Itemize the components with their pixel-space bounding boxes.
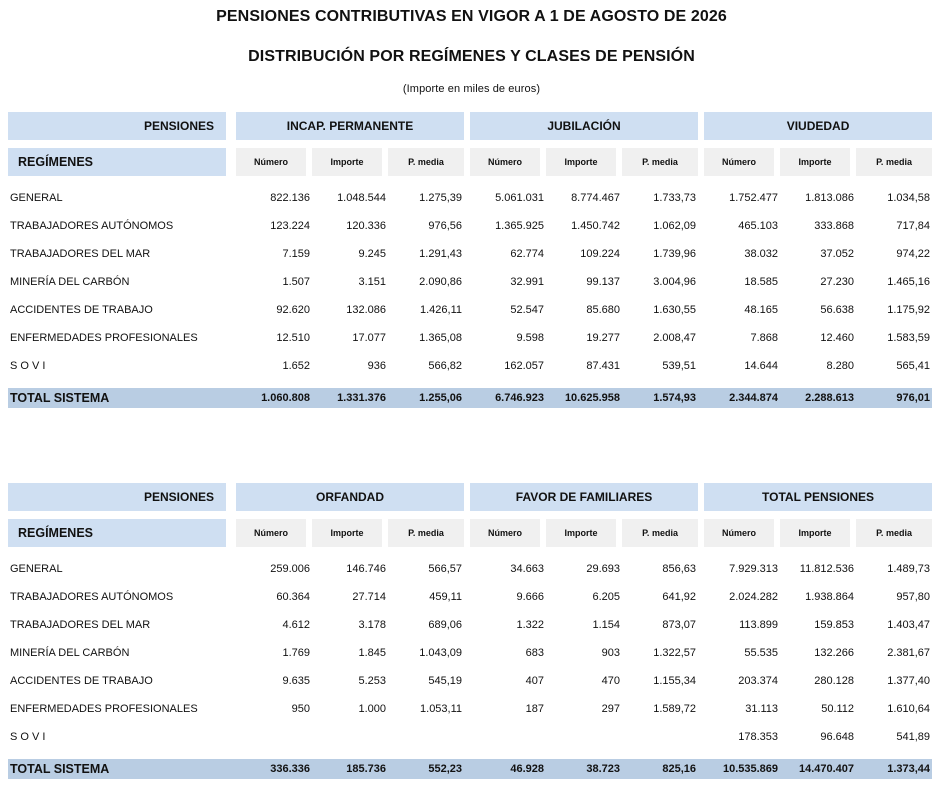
data-cell: 545,19	[428, 675, 463, 687]
table-row	[8, 667, 932, 695]
data-cell: 4.612	[282, 619, 310, 631]
table-row	[8, 296, 932, 324]
table-row	[8, 324, 932, 352]
data-cell: 12.510	[276, 332, 310, 344]
total-cell: 1.331.376	[312, 388, 388, 408]
column-header: P. media	[622, 519, 698, 547]
data-cell: 109.224	[580, 248, 620, 260]
regime-label: TRABAJADORES DEL MAR	[10, 248, 151, 260]
data-cell: 6.205	[592, 591, 621, 603]
data-cell: 903	[601, 647, 621, 659]
regime-label: TRABAJADORES DEL MAR	[10, 619, 151, 631]
column-header: Número	[704, 148, 780, 176]
data-cell: 99.137	[586, 276, 620, 288]
data-cell: 52.547	[510, 304, 544, 316]
regime-label: ACCIDENTES DE TRABAJO	[10, 675, 153, 687]
total-cell: 46.928	[470, 759, 546, 779]
data-cell: 856,63	[662, 563, 697, 575]
column-header: Importe	[780, 519, 856, 547]
sub-header-row	[8, 519, 932, 547]
data-cell: 113.899	[739, 619, 779, 631]
column-header: Número	[236, 519, 312, 547]
data-cell: 34.663	[510, 563, 545, 575]
column-header: Número	[236, 148, 312, 176]
group-header: JUBILACIÓN	[470, 112, 698, 140]
total-cell: 2.344.874	[704, 388, 780, 408]
data-cell: 2.381,67	[887, 647, 931, 659]
data-cell: 566,57	[428, 563, 463, 575]
data-cell: 539,51	[662, 360, 697, 372]
data-cell	[622, 723, 698, 751]
data-cell: 27.714	[352, 591, 386, 603]
table-row	[8, 268, 932, 296]
total-cell: 10.625.958	[546, 388, 622, 408]
column-header: Importe	[312, 148, 388, 176]
column-header: Importe	[780, 148, 856, 176]
regime-label: ENFERMEDADES PROFESIONALES	[10, 332, 198, 344]
total-label: TOTAL SISTEMA	[8, 388, 226, 408]
table-row	[8, 695, 932, 723]
table-row	[8, 352, 932, 380]
data-cell: 1.291,43	[419, 248, 462, 260]
data-cell: 1.062,09	[653, 220, 697, 232]
data-cell: 96.648	[820, 731, 855, 743]
data-cell: 2.008,47	[653, 332, 697, 344]
data-cell: 9.245	[358, 248, 386, 260]
data-cell: 541,89	[896, 731, 931, 743]
data-cell	[312, 723, 388, 751]
table-row	[8, 639, 932, 667]
regimenes-header: REGÍMENES	[8, 148, 226, 176]
table-row	[8, 611, 932, 639]
data-cell: 50.112	[821, 703, 855, 715]
data-cell: 1.652	[282, 360, 310, 372]
data-cell: 333.868	[814, 220, 855, 232]
data-cell: 5.253	[358, 675, 386, 687]
data-cell: 1.489,73	[887, 563, 931, 575]
data-cell: 5.061.031	[495, 192, 544, 204]
data-cell: 85.680	[586, 304, 620, 316]
column-header: Importe	[546, 519, 622, 547]
data-cell: 7.159	[282, 248, 310, 260]
data-cell: 48.165	[744, 304, 779, 316]
page-subtitle: DISTRIBUCIÓN POR REGÍMENES Y CLASES DE PENSIÓN	[248, 48, 695, 65]
data-cell: 8.280	[826, 360, 855, 372]
pension-table	[8, 483, 932, 779]
data-cell: 55.535	[744, 647, 779, 659]
data-cell: 459,11	[429, 591, 463, 603]
data-cell: 465.103	[738, 220, 779, 232]
regime-label: TRABAJADORES AUTÓNOMOS	[10, 220, 174, 232]
data-cell: 1.507	[282, 276, 310, 288]
table-row	[8, 723, 932, 751]
data-cell: 1.053,11	[420, 703, 463, 715]
table-row	[8, 184, 932, 212]
column-header: P. media	[856, 148, 932, 176]
data-cell: 1.813.086	[805, 192, 855, 204]
data-cell: 1.630,55	[653, 304, 697, 316]
regime-label: MINERÍA DEL CARBÓN	[10, 276, 130, 288]
data-cell: 936	[367, 360, 386, 372]
column-header: P. media	[388, 519, 464, 547]
data-cell: 9.598	[516, 332, 544, 344]
data-cell: 470	[601, 675, 621, 687]
data-cell: 1.322,57	[653, 647, 697, 659]
data-cell: 1.322	[516, 619, 545, 631]
data-cell: 1.610,64	[887, 703, 931, 715]
column-header: Número	[470, 148, 546, 176]
total-row	[8, 388, 932, 408]
data-cell: 280.128	[814, 675, 855, 687]
data-cell: 957,80	[896, 591, 931, 603]
regime-label: MINERÍA DEL CARBÓN	[10, 647, 130, 659]
data-cell: 976,56	[428, 220, 462, 232]
group-header-row	[8, 112, 932, 140]
column-header: Importe	[546, 148, 622, 176]
table-row	[8, 212, 932, 240]
data-cell: 1.938.864	[805, 591, 855, 603]
data-cell: 717,84	[896, 220, 931, 232]
total-cell: 976,01	[856, 388, 932, 408]
data-cell: 29.693	[586, 563, 621, 575]
regime-label: S O V I	[10, 360, 46, 372]
data-cell: 1.154	[592, 619, 621, 631]
data-cell: 9.635	[282, 675, 310, 687]
data-cell: 159.853	[814, 619, 855, 631]
data-cell: 641,92	[662, 591, 697, 603]
regime-label: GENERAL	[10, 192, 63, 204]
data-cell: 1.769	[282, 647, 310, 659]
data-cell: 132.266	[814, 647, 855, 659]
total-cell: 336.336	[236, 759, 312, 779]
regime-label: TRABAJADORES AUTÓNOMOS	[10, 591, 174, 603]
total-cell: 185.736	[312, 759, 388, 779]
column-header: P. media	[388, 148, 464, 176]
data-cell: 9.666	[516, 591, 545, 603]
data-cell: 38.032	[744, 248, 779, 260]
data-cell: 14.644	[744, 360, 779, 372]
data-cell: 7.929.313	[729, 563, 779, 575]
data-cell: 407	[525, 675, 545, 687]
data-cell: 92.620	[276, 304, 310, 316]
data-cell: 17.077	[352, 332, 386, 344]
data-cell: 297	[601, 703, 621, 715]
data-cell: 1.589,72	[653, 703, 697, 715]
data-cell: 1.733,73	[653, 192, 697, 204]
total-cell: 1.574,93	[622, 388, 698, 408]
data-cell: 822.136	[270, 192, 310, 204]
data-cell: 32.991	[510, 276, 544, 288]
group-header-row	[8, 483, 932, 511]
data-cell: 689,06	[428, 619, 463, 631]
pensiones-header: PENSIONES	[8, 112, 226, 140]
data-cell: 1.739,96	[653, 248, 697, 260]
data-cell: 60.364	[276, 591, 310, 603]
column-header: Número	[704, 519, 780, 547]
data-cell: 31.113	[745, 703, 779, 715]
data-cell: 132.086	[346, 304, 386, 316]
total-cell: 552,23	[388, 759, 464, 779]
data-cell: 11.812.536	[799, 563, 855, 575]
pensiones-header: PENSIONES	[8, 483, 226, 511]
regime-label: ENFERMEDADES PROFESIONALES	[10, 703, 198, 715]
data-cell	[546, 723, 622, 751]
data-cell: 178.353	[738, 731, 779, 743]
data-cell: 123.224	[270, 220, 310, 232]
data-cell: 565,41	[896, 360, 931, 372]
total-cell: 14.470.407	[780, 759, 856, 779]
data-cell: 1.377,40	[887, 675, 931, 687]
data-cell: 1.365,08	[419, 332, 462, 344]
total-cell: 10.535.869	[704, 759, 780, 779]
pension-table-2	[8, 483, 931, 779]
data-cell: 1.450.742	[571, 220, 620, 232]
table-row	[8, 240, 932, 268]
regimenes-header: REGÍMENES	[8, 519, 226, 547]
data-cell: 1.043,09	[419, 647, 463, 659]
group-header: INCAP. PERMANENTE	[236, 112, 464, 140]
data-cell: 7.868	[750, 332, 779, 344]
data-cell: 3.178	[358, 619, 386, 631]
column-header: Importe	[312, 519, 388, 547]
data-cell: 56.638	[820, 304, 855, 316]
table-row	[8, 583, 932, 611]
data-cell: 162.057	[504, 360, 544, 372]
data-cell	[388, 723, 464, 751]
data-cell: 19.277	[586, 332, 620, 344]
column-header: P. media	[622, 148, 698, 176]
total-label: TOTAL SISTEMA	[8, 759, 226, 779]
pension-table-1	[8, 112, 931, 408]
data-cell: 1.365.925	[495, 220, 544, 232]
data-cell: 1.034,58	[887, 192, 931, 204]
page-title: PENSIONES CONTRIBUTIVAS EN VIGOR A 1 DE AGOSTO DE 2026	[216, 8, 727, 25]
data-cell: 1.048.544	[337, 192, 386, 204]
total-cell: 825,16	[622, 759, 698, 779]
units-note: (Importe en miles de euros)	[402, 83, 541, 95]
data-cell: 1.403,47	[887, 619, 931, 631]
data-cell: 146.746	[346, 563, 386, 575]
data-cell: 873,07	[662, 619, 697, 631]
data-cell: 1.583,59	[887, 332, 931, 344]
data-cell: 12.460	[820, 332, 855, 344]
pension-table	[8, 112, 932, 408]
data-cell: 1.155,34	[653, 675, 697, 687]
total-cell: 2.288.613	[780, 388, 856, 408]
regime-label: GENERAL	[10, 563, 63, 575]
data-cell: 950	[291, 703, 310, 715]
data-cell: 27.230	[820, 276, 855, 288]
total-row	[8, 759, 932, 779]
data-cell: 1.275,39	[419, 192, 462, 204]
column-header: Número	[470, 519, 546, 547]
data-cell	[470, 723, 546, 751]
sub-header-row	[8, 148, 932, 176]
regime-label: ACCIDENTES DE TRABAJO	[10, 304, 153, 316]
data-cell: 120.336	[346, 220, 386, 232]
data-cell: 1.752.477	[729, 192, 779, 204]
total-cell: 38.723	[546, 759, 622, 779]
data-cell: 1.426,11	[419, 304, 462, 316]
data-cell: 37.052	[820, 248, 855, 260]
group-header: ORFANDAD	[236, 483, 464, 511]
data-cell: 203.374	[738, 675, 779, 687]
data-cell: 3.151	[358, 276, 386, 288]
total-cell: 1.060.808	[236, 388, 312, 408]
data-cell: 187	[525, 703, 545, 715]
total-cell: 1.255,06	[388, 388, 464, 408]
table-row	[8, 555, 932, 583]
data-cell: 1.465,16	[887, 276, 931, 288]
group-header: VIUDEDAD	[704, 112, 932, 140]
data-cell	[236, 723, 312, 751]
data-cell: 3.004,96	[653, 276, 697, 288]
total-cell: 1.373,44	[856, 759, 932, 779]
data-cell: 1.000	[358, 703, 386, 715]
regime-label: S O V I	[10, 731, 46, 743]
column-header: P. media	[856, 519, 932, 547]
data-cell: 1.175,92	[887, 304, 931, 316]
data-cell: 683	[525, 647, 545, 659]
data-cell: 87.431	[586, 360, 620, 372]
data-cell: 18.585	[744, 276, 779, 288]
data-cell: 2.024.282	[729, 591, 779, 603]
data-cell: 8.774.467	[571, 192, 620, 204]
data-cell: 1.845	[358, 647, 386, 659]
data-cell: 566,82	[428, 360, 462, 372]
data-cell: 2.090,86	[419, 276, 462, 288]
group-header: TOTAL PENSIONES	[704, 483, 932, 511]
group-header: FAVOR DE FAMILIARES	[470, 483, 698, 511]
data-cell: 974,22	[896, 248, 931, 260]
data-cell: 259.006	[270, 563, 310, 575]
data-cell: 62.774	[510, 248, 544, 260]
total-cell: 6.746.923	[470, 388, 546, 408]
